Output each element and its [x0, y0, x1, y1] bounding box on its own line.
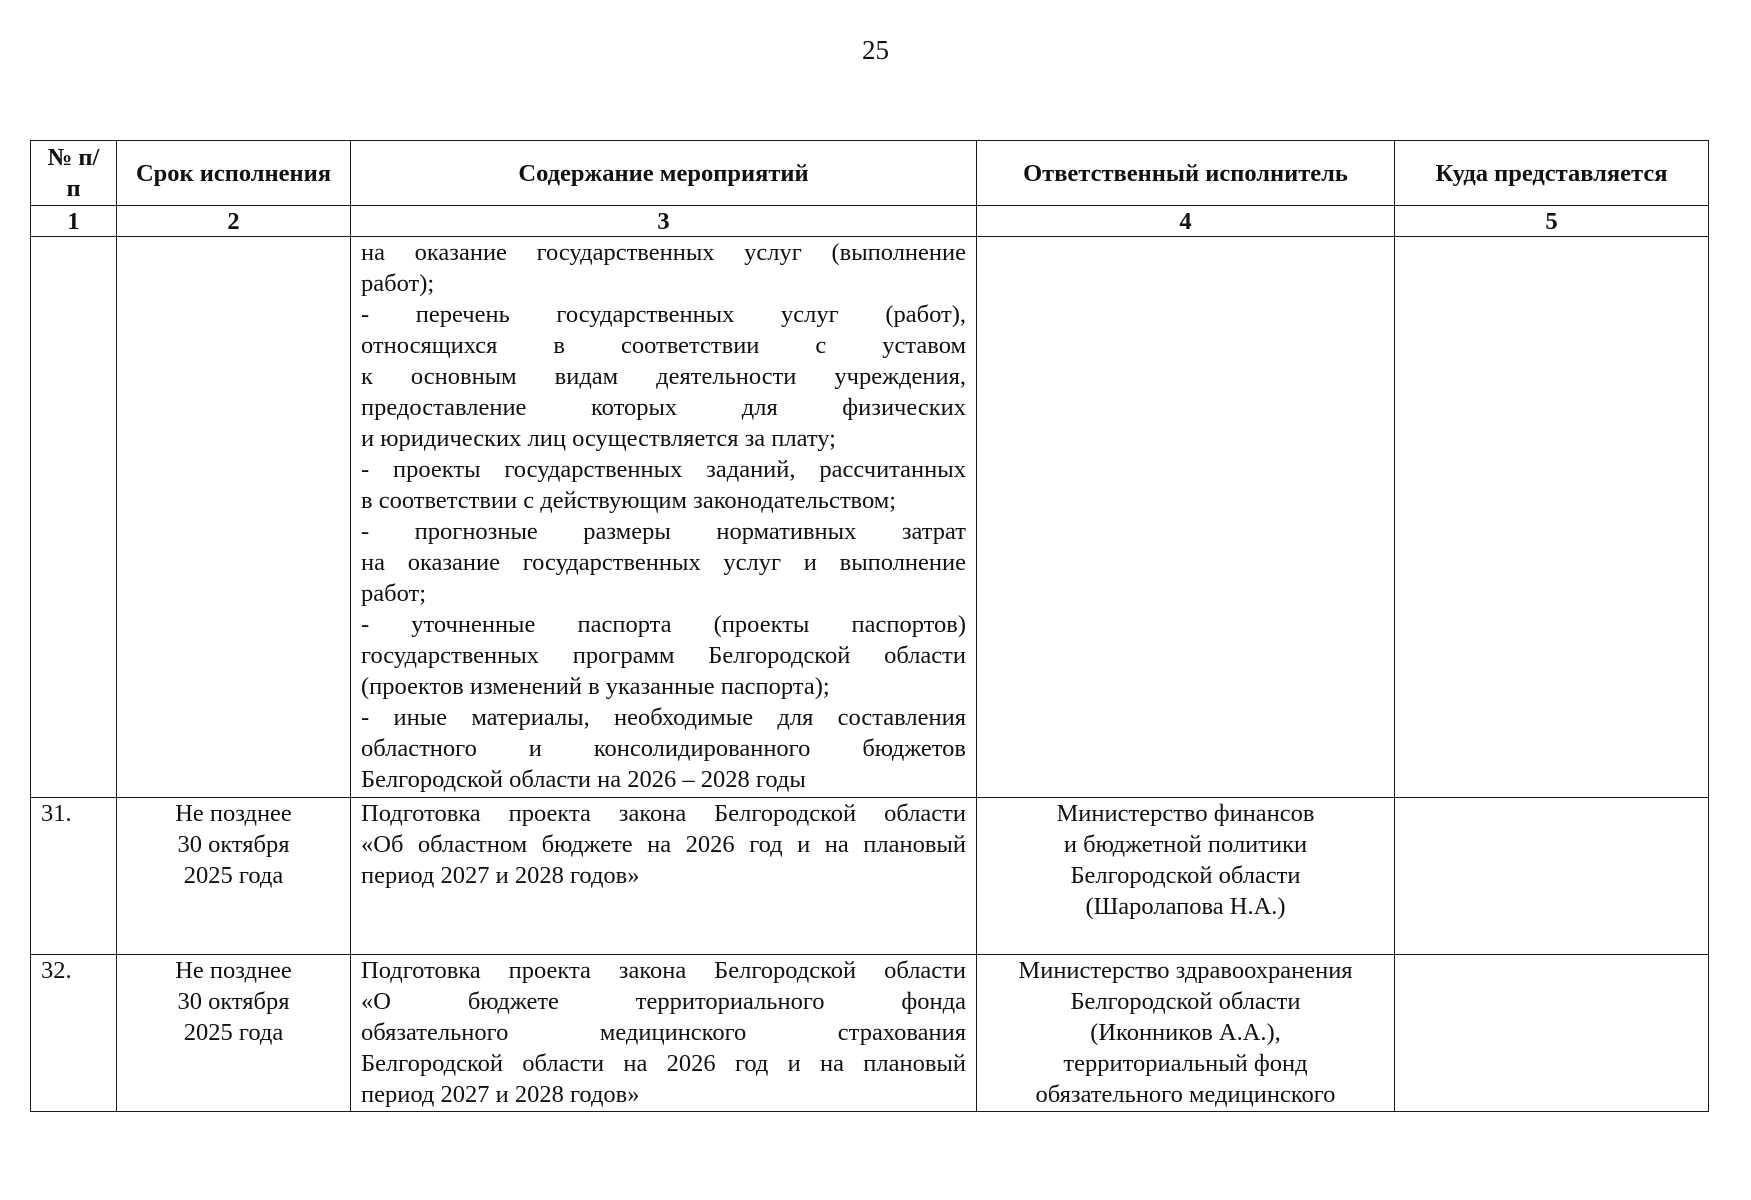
- row-deadline-cell: [117, 798, 351, 955]
- content-line: Подготовка проекта закона Белгородской области: [361, 957, 966, 984]
- responsible-line: Министерство здравоохранения: [1018, 957, 1353, 984]
- row-content-cell: [351, 237, 977, 798]
- content-line: - проекты государственных заданий, рассчитанных: [361, 456, 966, 483]
- deadline-line: 2025 года: [183, 862, 284, 889]
- content-line: - уточненные паспорта (проекты паспортов): [361, 611, 966, 638]
- row-content-cell: [351, 955, 977, 1112]
- responsible-line: и бюджетной политики: [1063, 831, 1308, 858]
- row-deadline-cell: [117, 237, 351, 798]
- row-number-cell: 32.: [31, 955, 117, 1112]
- row-responsible-cell: [977, 798, 1395, 955]
- deadline-line: Не позднее: [175, 957, 292, 984]
- row-responsible-cell: [977, 955, 1395, 1112]
- content-line: работ);: [361, 270, 435, 297]
- content-line: - иные материалы, необходимые для составления: [361, 704, 966, 731]
- row-destination-cell: [1395, 955, 1709, 1112]
- column-number-4: 4: [977, 206, 1395, 237]
- content-line: государственных программ Белгородской области: [361, 642, 966, 669]
- row-number-cell: [31, 237, 117, 798]
- content-line: Белгородской области на 2026 год и на плановый: [361, 1050, 966, 1077]
- responsible-line: (Шаролапова Н.А.): [1085, 893, 1286, 920]
- responsible-line: (Иконников А.А.),: [1090, 1019, 1281, 1046]
- row-deadline-cell: [117, 955, 351, 1112]
- deadline-line: 2025 года: [183, 1019, 284, 1046]
- content-line: период 2027 и 2028 годов»: [361, 862, 640, 889]
- row-content-cell: [351, 798, 977, 955]
- responsible-line: обязательного медицинского: [1035, 1081, 1336, 1108]
- content-line: в соответствии с действующим законодательством;: [361, 487, 897, 514]
- content-line: Подготовка проекта закона Белгородской области: [361, 800, 966, 827]
- column-number-2: 2: [117, 206, 351, 237]
- page-number: 25: [862, 35, 889, 65]
- responsible-line: Министерство финансов: [1056, 800, 1315, 827]
- table-header-row: [31, 141, 1709, 206]
- column-number-3: 3: [351, 206, 977, 237]
- content-line: и юридических лиц осуществляется за плату;: [361, 425, 836, 452]
- content-line: к основным видам деятельности учреждения,: [361, 363, 966, 390]
- content-line: областного и консолидированного бюджетов: [361, 735, 966, 762]
- header-responsible: Ответственный исполнитель: [977, 141, 1395, 206]
- content-line: на оказание государственных услуг (выполнение: [361, 239, 966, 266]
- deadline-line: 30 октября: [177, 988, 290, 1015]
- header-deadline: Срок исполнения: [117, 141, 351, 206]
- content-line: «Об областном бюджете на 2026 год и на плановый: [361, 831, 966, 858]
- table-row: [31, 798, 1709, 955]
- row-destination-cell: [1395, 237, 1709, 798]
- header-content: Содержание мероприятий: [351, 141, 977, 206]
- content-line: - прогнозные размеры нормативных затрат: [361, 518, 966, 545]
- row-number-cell: 31.: [31, 798, 117, 955]
- content-line: на оказание государственных услуг и выполнение: [361, 549, 966, 576]
- content-line: работ;: [361, 580, 427, 607]
- content-line: предоставление которых для физических: [361, 394, 966, 421]
- row-destination-cell: [1395, 798, 1709, 955]
- header-number: № п/п: [31, 141, 117, 206]
- column-number-5: 5: [1395, 206, 1709, 237]
- deadline-line: Не позднее: [175, 800, 292, 827]
- row-responsible-cell: [977, 237, 1395, 798]
- events-plan-table: [30, 140, 1709, 1112]
- column-number-row: [31, 206, 1709, 237]
- responsible-line: Белгородской области: [1070, 862, 1301, 889]
- deadline-line: 30 октября: [177, 831, 290, 858]
- header-destination: Куда представляется: [1395, 141, 1709, 206]
- content-line: Белгородской области на 2026 – 2028 годы: [361, 766, 806, 793]
- table-row: [31, 955, 1709, 1112]
- responsible-line: территориальный фонд: [1063, 1050, 1308, 1077]
- content-line: относящихся в соответствии с уставом: [361, 332, 966, 359]
- table-row-continuation: [31, 237, 1709, 798]
- content-line: (проектов изменений в указанные паспорта);: [361, 673, 830, 700]
- column-number-1: 1: [31, 206, 117, 237]
- content-line: - перечень государственных услуг (работ),: [361, 301, 966, 328]
- content-line: обязательного медицинского страхования: [361, 1019, 966, 1046]
- content-line: период 2027 и 2028 годов»: [361, 1081, 640, 1108]
- responsible-line: Белгородской области: [1070, 988, 1301, 1015]
- content-line: «О бюджете территориального фонда: [361, 988, 966, 1015]
